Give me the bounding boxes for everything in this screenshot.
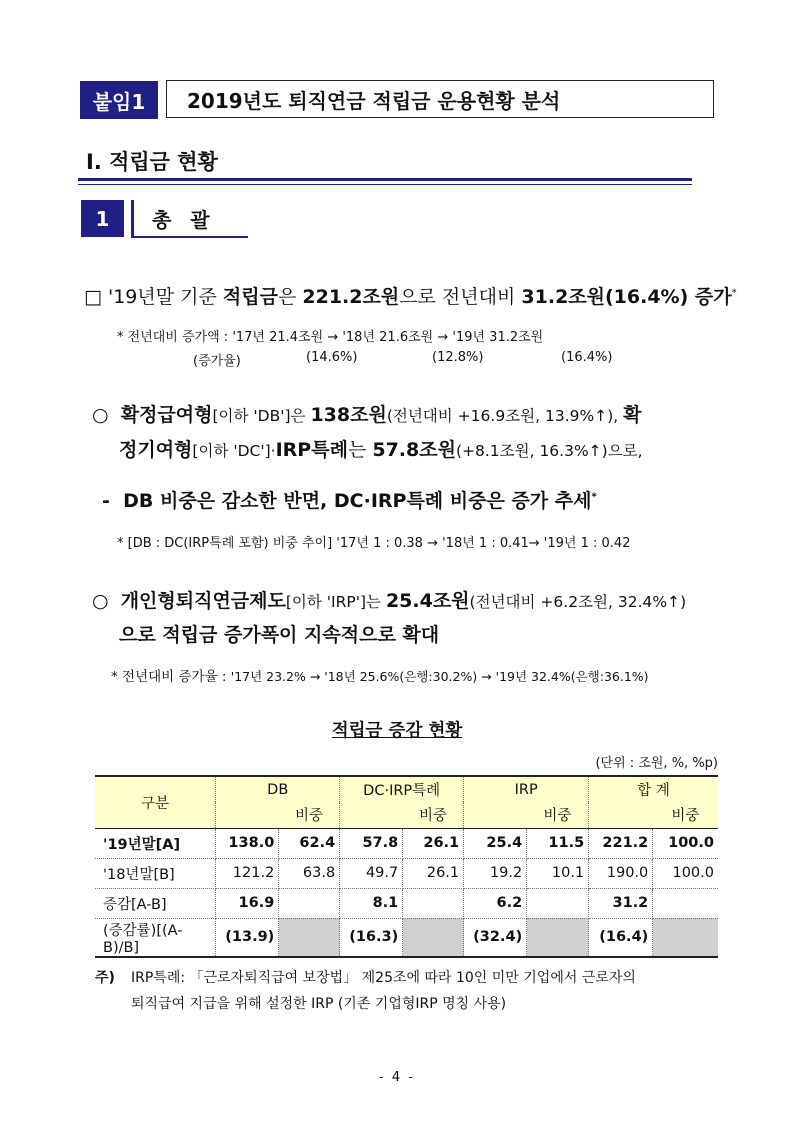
table-cell bbox=[527, 888, 589, 918]
rate-2019: (16.4%) bbox=[561, 350, 613, 365]
row-label: 증감[A-B] bbox=[95, 888, 216, 918]
rate-label: (증가율) bbox=[193, 354, 241, 369]
header-spacer bbox=[464, 802, 527, 828]
table-cell: (13.9) bbox=[216, 918, 279, 957]
table-cell: 49.7 bbox=[340, 858, 403, 888]
footnote-line1: IRP특례: 「근로자퇴직급여 보장법」 제25조에 따라 10인 미만 기업에서 근로자의 bbox=[131, 970, 636, 986]
table-cell: 8.1 bbox=[340, 888, 403, 918]
header-spacer bbox=[589, 802, 653, 828]
summary-text: 으로 전년대비 bbox=[399, 286, 522, 308]
para-text: (+8.1조원, 16.3%↑)으로, bbox=[455, 442, 643, 460]
subsection-title: 총 괄 bbox=[152, 208, 216, 232]
note-text: '17년 23.2% → '18년 25.6%(은행:30.2%) → '19년 32.4%(은행:36.1%) bbox=[230, 669, 649, 684]
table-row bbox=[95, 918, 718, 957]
circle-bullet: ○ bbox=[92, 590, 109, 612]
para-text: (전년대비 +16.9조원, 13.9%↑), bbox=[386, 407, 624, 425]
header-spacer bbox=[216, 802, 279, 828]
table-cell: 16.9 bbox=[216, 888, 279, 918]
reserve-table bbox=[95, 775, 718, 958]
section-title: Ⅰ. 적립금 현황 bbox=[86, 150, 218, 174]
irp-growth-note bbox=[111, 665, 649, 685]
trend-paragraph bbox=[102, 486, 597, 513]
table-row bbox=[95, 858, 718, 888]
table-cell bbox=[653, 918, 718, 957]
table-cell: 121.2 bbox=[216, 858, 279, 888]
db-paragraph-line2 bbox=[119, 435, 643, 462]
subsection-bar bbox=[131, 200, 134, 237]
header-category: 구분 bbox=[95, 776, 216, 828]
irp-paragraph-line2: 으로 적립금 증가폭이 지속적으로 확대 bbox=[119, 624, 440, 646]
summary-emph: 31.2조원 bbox=[521, 286, 605, 308]
para-emph: 138조원 bbox=[310, 404, 387, 426]
footnote-label: 주) bbox=[95, 970, 115, 986]
header-irp: IRP bbox=[464, 776, 589, 802]
table-cell: (32.4) bbox=[464, 918, 527, 957]
para-emph: 확정급여형 bbox=[120, 404, 213, 426]
table-cell bbox=[527, 918, 589, 957]
table-cell: (16.3) bbox=[340, 918, 403, 957]
footnote-mark: * bbox=[591, 491, 597, 503]
header-share: 비중 bbox=[527, 802, 589, 828]
table-cell bbox=[279, 918, 340, 957]
table-cell bbox=[653, 888, 718, 918]
subsection-number: 1 bbox=[81, 200, 124, 237]
header-share: 비중 bbox=[653, 802, 718, 828]
table-cell: 25.4 bbox=[464, 828, 527, 858]
table-cell: 63.8 bbox=[279, 858, 340, 888]
para-emph: 25.4조원 bbox=[385, 590, 470, 612]
share-trend-note: * [DB : DC(IRP특례 포함) 비중 추이] '17년 1 : 0.38 → '18년 1 : 0.41→ '19년 1 : 0.42 bbox=[117, 536, 631, 551]
square-bullet: □ bbox=[84, 286, 102, 308]
para-emph: 57.8조원 bbox=[372, 439, 456, 461]
table-cell: 19.2 bbox=[464, 858, 527, 888]
table-cell: 62.4 bbox=[279, 828, 340, 858]
table-cell: 6.2 bbox=[464, 888, 527, 918]
para-emph: 확 bbox=[623, 404, 642, 426]
header-share: 비중 bbox=[403, 802, 464, 828]
rate-2017: (14.6%) bbox=[306, 350, 358, 365]
table-cell: 26.1 bbox=[403, 858, 464, 888]
table-cell: 221.2 bbox=[589, 828, 653, 858]
para-text: 는 bbox=[347, 439, 373, 461]
footnote-mark: * bbox=[731, 287, 737, 299]
document-title: 2019년도 퇴직연금 적립금 운용현황 분석 bbox=[166, 80, 714, 118]
table-cell bbox=[279, 888, 340, 918]
para-text: [이하 'DB']은 bbox=[212, 407, 311, 425]
table-cell: 100.0 bbox=[653, 858, 718, 888]
table-cell: 57.8 bbox=[340, 828, 403, 858]
summary-text: 은 bbox=[277, 286, 303, 308]
subsection-underline bbox=[131, 236, 248, 238]
table-title: 적립금 증감 현황 bbox=[331, 721, 463, 741]
para-text: [이하 'DC']· bbox=[192, 442, 276, 460]
trend-text: DB 비중은 감소한 반면, DC·IRP특례 비중은 증가 추세 bbox=[123, 490, 592, 512]
footnote-line2: 퇴직급여 지급을 위해 설정한 IRP (기존 기업형IRP 명칭 사용) bbox=[131, 996, 507, 1012]
para-emph: 개인형퇴직연금제도 bbox=[120, 590, 286, 612]
header-total: 합 계 bbox=[589, 776, 718, 802]
header-share: 비중 bbox=[279, 802, 340, 828]
table-unit: (단위 : 조원, %, %p) bbox=[595, 756, 718, 771]
section-rule-thin bbox=[78, 184, 692, 185]
summary-emph: 221.2조원 bbox=[302, 286, 400, 308]
para-emph: 정기여형 bbox=[119, 439, 193, 461]
table-cell: (16.4) bbox=[589, 918, 653, 957]
summary-emph: 적립금 bbox=[222, 286, 278, 308]
table-cell: 190.0 bbox=[589, 858, 653, 888]
table-row bbox=[95, 888, 718, 918]
row-label: '19년말[A] bbox=[95, 828, 216, 858]
note-text: * 전년대비 증가율 : bbox=[111, 669, 231, 685]
rate-2018: (12.8%) bbox=[432, 350, 484, 365]
irp-paragraph-line1 bbox=[92, 586, 686, 613]
table-cell: 31.2 bbox=[589, 888, 653, 918]
row-label: '18년말[B] bbox=[95, 858, 216, 888]
table-cell: 138.0 bbox=[216, 828, 279, 858]
table-cell bbox=[403, 918, 464, 957]
row-label: (증감률)[(A-B)/B] bbox=[95, 918, 216, 957]
table-row bbox=[95, 828, 718, 858]
para-text: [이하 'IRP']는 bbox=[285, 593, 386, 611]
table-cell: 100.0 bbox=[653, 828, 718, 858]
increase-note: * 전년대비 증가액 : '17년 21.4조원 → '18년 21.6조원 → '19년 31.2조원 bbox=[117, 330, 544, 345]
appendix-tag: 붙임1 bbox=[80, 81, 158, 119]
dash-bullet: - bbox=[102, 490, 110, 512]
header-db: DB bbox=[216, 776, 340, 802]
summary-text: '19년말 기준 bbox=[108, 286, 223, 308]
header-dc-irp: DC·IRP특례 bbox=[340, 776, 464, 802]
db-paragraph-line1 bbox=[92, 400, 641, 427]
para-emph: IRP특례 bbox=[275, 439, 348, 461]
summary-emph: (16.4%) 증가 bbox=[605, 286, 732, 308]
table-cell: 10.1 bbox=[527, 858, 589, 888]
table-cell bbox=[403, 888, 464, 918]
table-cell: 11.5 bbox=[527, 828, 589, 858]
circle-bullet: ○ bbox=[92, 404, 109, 426]
page-number: - 4 - bbox=[379, 1070, 415, 1085]
section-rule-thick bbox=[78, 178, 692, 181]
header-spacer bbox=[340, 802, 403, 828]
table-cell: 26.1 bbox=[403, 828, 464, 858]
summary-paragraph bbox=[84, 282, 737, 309]
para-text: (전년대비 +6.2조원, 32.4%↑) bbox=[469, 593, 687, 611]
